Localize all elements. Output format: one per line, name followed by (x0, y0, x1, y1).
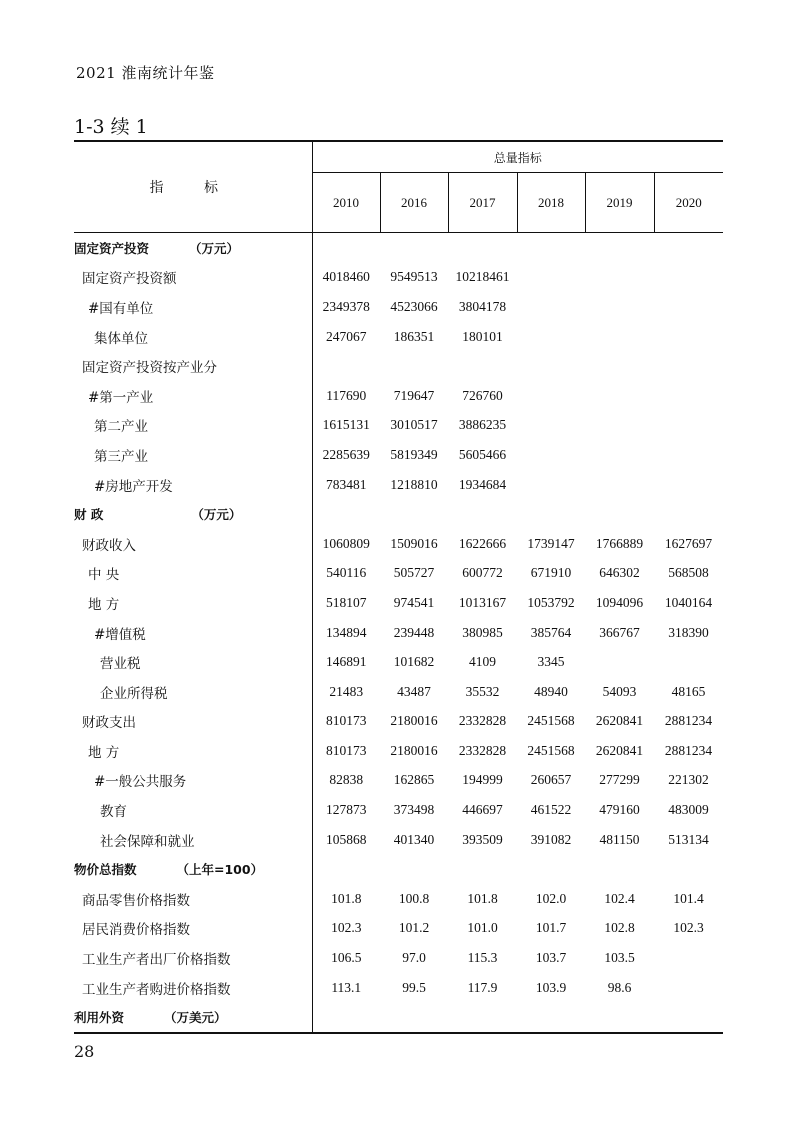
value-cell: 115.3 (467, 950, 498, 966)
value-cell (585, 411, 654, 441)
row-label: 财政支出 (82, 715, 136, 732)
value-cell (517, 263, 585, 293)
value-cell: 146891 (326, 654, 367, 670)
value-cell: 10218461 (455, 269, 510, 285)
value-cell (585, 647, 654, 677)
table-row (74, 292, 723, 322)
row-label-cell (74, 233, 312, 263)
value-cell: 3010517 (390, 417, 438, 433)
row-label: 第二产业 (94, 419, 148, 436)
value-cell (654, 470, 723, 500)
value-cell (654, 854, 723, 884)
value-cell (585, 440, 654, 470)
value-cell: 2332828 (458, 713, 507, 729)
table-body (74, 233, 723, 1034)
value-cell (585, 351, 654, 381)
table-row (74, 647, 723, 677)
value-cell (654, 351, 723, 381)
value-cell: 505727 (393, 565, 435, 581)
row-label-cell (74, 411, 312, 441)
value-cell: 117690 (326, 387, 367, 403)
value-cell: 103.7 (535, 950, 567, 966)
value-cell: 247067 (326, 328, 367, 344)
value-cell: 2451568 (527, 713, 575, 729)
value-cell: 2180016 (390, 713, 438, 729)
value-cell (654, 322, 723, 352)
value-cell: 97.0 (402, 950, 426, 966)
row-label-cell (74, 795, 312, 825)
value-cell: 401340 (393, 831, 435, 847)
row-label: 商品零售价格指数 (82, 892, 190, 909)
value-cell: 239448 (393, 624, 435, 640)
value-cell: 101.0 (467, 920, 498, 936)
value-cell: 810173 (326, 713, 367, 729)
value-cell: 54093 (602, 683, 637, 699)
value-cell (448, 351, 517, 381)
row-label-cell (74, 647, 312, 677)
value-cell (517, 440, 585, 470)
value-cell (312, 499, 380, 529)
table-row (74, 381, 723, 411)
value-cell (654, 973, 723, 1003)
row-label-cell (74, 1002, 312, 1033)
value-cell: 385764 (530, 624, 572, 640)
table-row (74, 322, 723, 352)
value-cell (380, 1002, 448, 1033)
value-cell: 194999 (462, 772, 503, 788)
value-cell: 479160 (599, 802, 640, 818)
value-cell (517, 854, 585, 884)
value-cell: 646302 (599, 565, 640, 581)
value-cell (585, 233, 654, 263)
value-cell (517, 499, 585, 529)
value-cell: 2349378 (322, 298, 370, 314)
value-cell: 101.8 (467, 890, 498, 906)
value-cell: 481150 (599, 831, 640, 847)
row-label-cell (74, 677, 312, 707)
value-cell: 103.5 (604, 950, 635, 966)
table-row (74, 943, 723, 973)
row-label: 固定资产投资 (74, 240, 150, 256)
value-cell (585, 263, 654, 293)
year-header: 2010 (312, 173, 380, 233)
year-header: 2018 (517, 173, 585, 233)
table-row (74, 411, 723, 441)
value-cell: 48940 (534, 683, 568, 699)
row-label-cell (74, 973, 312, 1003)
value-cell: 1053792 (527, 594, 575, 610)
row-label-cell (74, 440, 312, 470)
value-cell: 35532 (465, 683, 500, 699)
statistics-table (74, 140, 723, 1034)
value-cell: 134894 (326, 624, 367, 640)
value-cell (654, 233, 723, 263)
row-label: #房地产开发 (94, 478, 173, 495)
value-cell (448, 233, 517, 263)
value-cell: 82838 (329, 772, 364, 788)
value-cell (585, 854, 654, 884)
value-cell (380, 233, 448, 263)
table-row (74, 470, 723, 500)
row-label: 工业生产者购进价格指数 (82, 981, 231, 998)
value-cell (654, 411, 723, 441)
value-cell: 446697 (462, 802, 503, 818)
value-cell (380, 499, 448, 529)
value-cell: 117.9 (467, 979, 498, 995)
year-header: 2019 (585, 173, 654, 233)
value-cell (585, 381, 654, 411)
table-row (74, 263, 723, 293)
value-cell (517, 233, 585, 263)
table-row (74, 766, 723, 796)
value-cell: 1094096 (595, 594, 644, 610)
table-row (74, 529, 723, 559)
table-row (74, 351, 723, 381)
value-cell: 1013167 (458, 594, 507, 610)
table-row (74, 707, 723, 737)
year-header: 2017 (448, 173, 517, 233)
row-label: 营业税 (100, 656, 141, 673)
value-cell: 483009 (668, 802, 709, 818)
value-cell: 1739147 (527, 535, 575, 551)
row-label-cell (74, 825, 312, 855)
value-cell: 2620841 (595, 713, 644, 729)
table-row (74, 559, 723, 589)
value-cell (654, 943, 723, 973)
table-row (74, 884, 723, 914)
unit-label: （上年=100） (176, 862, 264, 878)
value-cell: 101.8 (331, 890, 362, 906)
table-title: 1-3 续 1 (74, 116, 148, 138)
value-cell: 391082 (530, 831, 572, 847)
value-cell: 1615131 (322, 417, 370, 433)
total-indicators-header: 总量指标 (312, 141, 723, 173)
value-cell: 180101 (462, 328, 503, 344)
value-cell (380, 854, 448, 884)
value-cell: 1627697 (664, 535, 713, 551)
table-row (74, 736, 723, 766)
year-header: 2020 (654, 173, 723, 233)
row-label: 企业所得税 (100, 685, 168, 702)
value-cell: 461522 (530, 802, 572, 818)
value-cell (517, 1002, 585, 1033)
value-cell (654, 1002, 723, 1033)
value-cell: 101.7 (535, 920, 567, 936)
row-label: #增值税 (94, 626, 146, 643)
value-cell: 98.6 (607, 979, 632, 995)
value-cell (654, 381, 723, 411)
value-cell: 101.4 (673, 890, 704, 906)
value-cell (585, 499, 654, 529)
value-cell (654, 292, 723, 322)
value-cell: 21483 (329, 683, 364, 699)
value-cell: 105868 (326, 831, 367, 847)
value-cell (312, 351, 380, 381)
row-label-cell (74, 470, 312, 500)
table-row (74, 914, 723, 944)
row-label-cell (74, 292, 312, 322)
value-cell: 162865 (393, 772, 435, 788)
value-cell (517, 322, 585, 352)
value-cell: 100.8 (398, 890, 430, 906)
table-row (74, 588, 723, 618)
value-cell: 1060809 (322, 535, 370, 551)
value-cell: 101.2 (398, 920, 430, 936)
row-label: #一般公共服务 (94, 774, 187, 791)
value-cell: 1509016 (390, 535, 438, 551)
row-label-cell (74, 766, 312, 796)
row-label: #第一产业 (88, 389, 154, 406)
value-cell: 99.5 (402, 979, 426, 995)
value-cell: 221302 (668, 772, 709, 788)
row-label: 财 政 (74, 507, 104, 523)
value-cell: 783481 (326, 476, 367, 492)
table-row (74, 499, 723, 529)
value-cell: 102.3 (331, 920, 362, 936)
value-cell: 671910 (530, 565, 572, 581)
row-label-cell (74, 914, 312, 944)
value-cell: 810173 (326, 742, 367, 758)
value-cell (312, 1002, 380, 1033)
value-cell: 106.5 (331, 950, 362, 966)
row-label: 财政收入 (82, 537, 136, 554)
value-cell (448, 854, 517, 884)
value-cell: 260657 (530, 772, 572, 788)
value-cell (585, 322, 654, 352)
row-label: 物价总指数 (74, 862, 137, 878)
unit-label: （万美元） (164, 1010, 227, 1026)
value-cell: 2180016 (390, 742, 438, 758)
value-cell: 2332828 (458, 742, 507, 758)
value-cell: 9549513 (390, 269, 438, 285)
value-cell: 1934684 (458, 476, 507, 492)
row-label: 固定资产投资额 (82, 271, 177, 288)
year-header: 2016 (380, 173, 448, 233)
row-label: 固定资产投资按产业分 (82, 360, 217, 377)
value-cell: 2881234 (664, 742, 713, 758)
value-cell: 5819349 (390, 446, 438, 462)
value-cell: 103.9 (535, 979, 567, 995)
statistics-table-container (74, 140, 723, 1034)
value-cell: 318390 (668, 624, 709, 640)
value-cell: 1766889 (595, 535, 644, 551)
indicator-column-header: 指 标 (74, 141, 312, 233)
row-label: 地 方 (88, 744, 120, 761)
value-cell (654, 440, 723, 470)
value-cell: 3886235 (458, 417, 507, 433)
value-cell: 366767 (599, 624, 640, 640)
value-cell (585, 1002, 654, 1033)
row-label-cell (74, 351, 312, 381)
unit-label: （万元） (189, 240, 240, 256)
unit-label: （万元） (191, 507, 242, 523)
value-cell: 4523066 (390, 298, 438, 314)
table-row (74, 677, 723, 707)
table-row (74, 825, 723, 855)
value-cell: 102.8 (604, 920, 635, 936)
value-cell: 186351 (393, 328, 435, 344)
value-cell (585, 292, 654, 322)
value-cell: 4018460 (322, 269, 370, 285)
value-cell: 102.3 (673, 920, 704, 936)
value-cell (654, 263, 723, 293)
value-cell: 719647 (393, 387, 435, 403)
value-cell: 102.4 (604, 890, 635, 906)
value-cell: 540116 (326, 565, 367, 581)
value-cell (448, 1002, 517, 1033)
table-row (74, 854, 723, 884)
value-cell: 513134 (668, 831, 709, 847)
table-row (74, 440, 723, 470)
row-label-cell (74, 499, 312, 529)
value-cell: 518107 (326, 594, 367, 610)
value-cell: 2451568 (527, 742, 575, 758)
value-cell: 1040164 (664, 594, 713, 610)
value-cell: 101682 (393, 654, 435, 670)
row-label-cell (74, 736, 312, 766)
value-cell: 127873 (326, 802, 367, 818)
value-cell (312, 233, 380, 263)
value-cell (517, 292, 585, 322)
row-label-cell (74, 943, 312, 973)
value-cell (654, 647, 723, 677)
value-cell: 3804178 (458, 298, 507, 314)
value-cell (517, 381, 585, 411)
value-cell: 1622666 (458, 535, 507, 551)
row-label: 地 方 (88, 596, 120, 613)
value-cell: 48165 (671, 683, 706, 699)
value-cell: 380985 (462, 624, 503, 640)
row-label-cell (74, 381, 312, 411)
row-label-cell (74, 854, 312, 884)
value-cell: 1218810 (390, 476, 438, 492)
value-cell (517, 470, 585, 500)
table-row (74, 618, 723, 648)
row-label-cell (74, 884, 312, 914)
row-label: 居民消费价格指数 (82, 922, 190, 939)
value-cell: 3345 (537, 654, 565, 670)
value-cell: 373498 (393, 802, 435, 818)
row-label: 中 央 (88, 567, 120, 584)
value-cell: 600772 (462, 565, 503, 581)
value-cell: 2620841 (595, 742, 644, 758)
row-label-cell (74, 529, 312, 559)
row-label-cell (74, 322, 312, 352)
value-cell: 393509 (462, 831, 503, 847)
table-row (74, 973, 723, 1003)
value-cell (312, 854, 380, 884)
value-cell: 43487 (397, 683, 431, 699)
row-label-cell (74, 707, 312, 737)
row-label: 集体单位 (94, 330, 148, 347)
page-number: 28 (74, 1042, 95, 1061)
value-cell: 568508 (668, 565, 709, 581)
table-row (74, 795, 723, 825)
row-label: 教育 (100, 804, 127, 821)
value-cell (654, 499, 723, 529)
value-cell: 2285639 (322, 446, 370, 462)
value-cell: 5605466 (458, 446, 507, 462)
value-cell: 102.0 (535, 890, 567, 906)
row-label: 社会保障和就业 (100, 833, 195, 850)
value-cell (517, 411, 585, 441)
value-cell: 277299 (599, 772, 640, 788)
row-label: 第三产业 (94, 448, 148, 465)
table-row (74, 1002, 723, 1033)
row-label: #国有单位 (88, 300, 154, 317)
value-cell (448, 499, 517, 529)
row-label-cell (74, 618, 312, 648)
row-label-cell (74, 559, 312, 589)
value-cell (585, 470, 654, 500)
table-row (74, 233, 723, 263)
value-cell (380, 351, 448, 381)
value-cell (517, 351, 585, 381)
value-cell: 726760 (462, 387, 503, 403)
value-cell: 4109 (469, 654, 496, 670)
value-cell: 974541 (393, 594, 435, 610)
book-header: 2021 淮南统计年鉴 (76, 64, 215, 82)
value-cell: 113.1 (331, 979, 362, 995)
row-label-cell (74, 588, 312, 618)
row-label: 利用外资 (74, 1010, 125, 1026)
value-cell: 2881234 (664, 713, 713, 729)
row-label: 工业生产者出厂价格指数 (82, 952, 231, 969)
row-label-cell (74, 263, 312, 293)
